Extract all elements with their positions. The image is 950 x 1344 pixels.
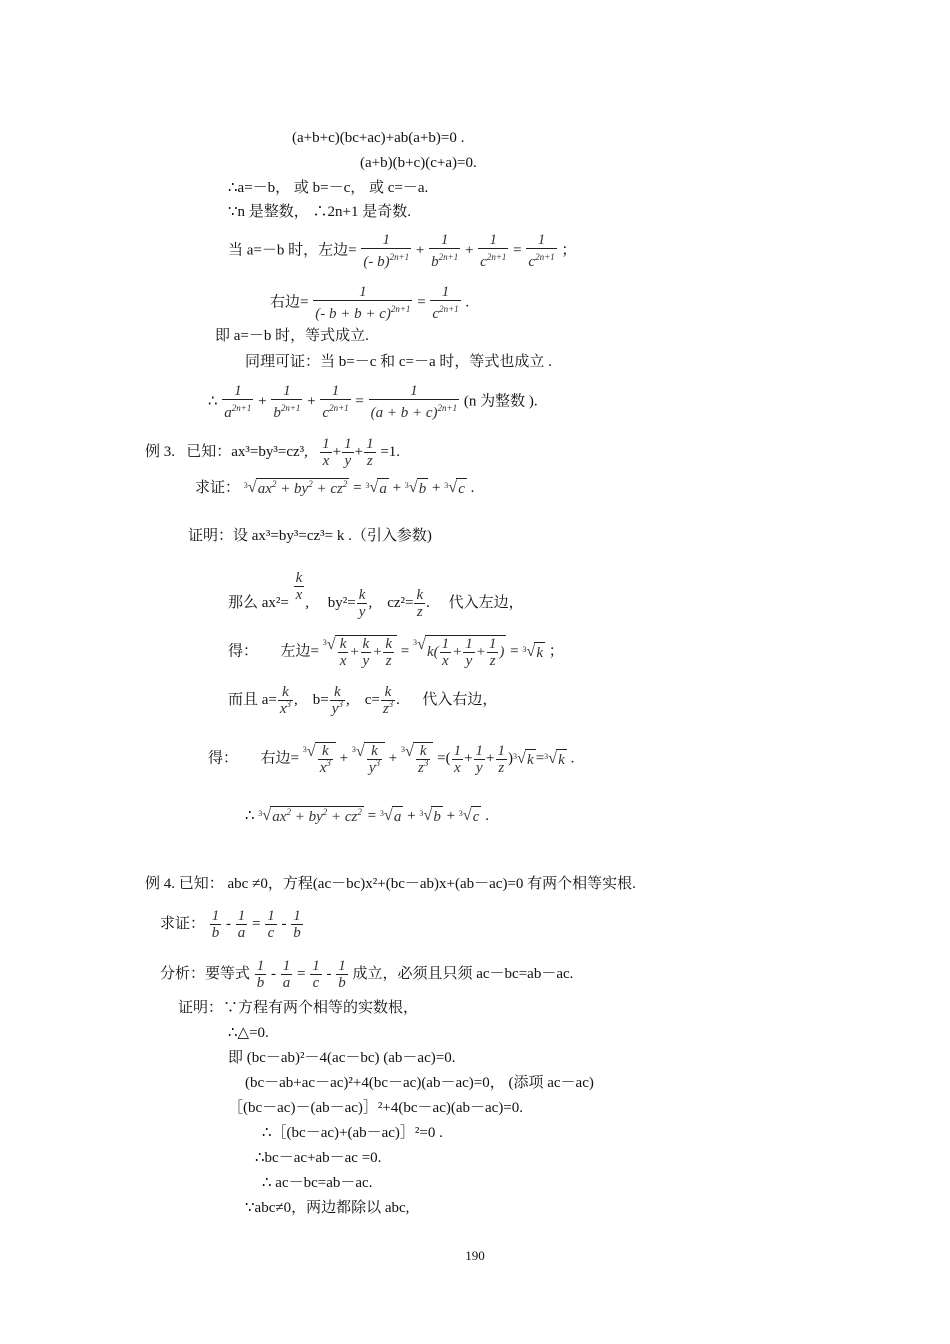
fraction: $\frac{k}{z^3}$ bbox=[382, 684, 394, 717]
proof-step-7: ∴ ac－bc=ab－ac. bbox=[262, 1175, 373, 1191]
example-4-label: 例 4. bbox=[145, 876, 176, 892]
proof-step-5: ∴［(bc－ac)+(ab－ac)］²=0 . bbox=[262, 1125, 443, 1141]
example-3-proof: 证明：设 ax³=by³=cz³= k .（引入参数) bbox=[188, 528, 432, 544]
fraction: $\frac{1}{a}$ bbox=[237, 908, 246, 941]
cube-root: 3 √ $\frac{k}{x}$ + $\frac{k}{y}$ + $\frac{k}{z}$ bbox=[323, 635, 397, 669]
right-label: 右边= bbox=[260, 750, 299, 767]
b-label: b= bbox=[312, 691, 329, 708]
proof-step-1: ∴△=0. bbox=[228, 1025, 269, 1041]
proof-step-3: (bc－ab+ac－ac)²+4(bc－ac)(ab－ac)=0， (添项 ac－ac) bbox=[245, 1075, 594, 1091]
proof-step-6: ∴bc－ac+ab－ac =0. bbox=[255, 1150, 382, 1166]
fraction: $\frac{k}{x^3}$ bbox=[279, 684, 292, 717]
cube-root: 3 √ k( $\frac{1}{x}$ + $\frac{1}{y}$ + $\frac{1}{z}$ ) bbox=[412, 636, 505, 669]
example-3-heading: 例 3. 已知：ax³=by³=cz³, $\frac{1}{x}$ + $\frac{1}{y}$ + $\frac{1}{z}$ =1. bbox=[145, 436, 401, 469]
left-label: 左边= bbox=[280, 643, 319, 660]
then-label: 那么 ax²= bbox=[228, 595, 289, 611]
fraction: $\frac{k}{y}$ bbox=[358, 587, 366, 621]
fraction: $\frac{1}{c^{2n+1}}$ bbox=[528, 232, 555, 270]
therefore-symbol: ∴ bbox=[245, 808, 255, 824]
eq-line-2: (a+b)(b+c)(c+a)=0. bbox=[360, 155, 477, 171]
substitute-left: 代入左边， bbox=[448, 595, 524, 611]
example-3-right-side: 得： 右边= 3 √ $\frac{k}{x^3}$ + 3 √ $\frac{k}{y^3}$ + 3 √ $\frac{k}{z^3}$ =( $\frac{1}{x}$ + $\frac{1}{y}$ + $\frac{1}{z}$ ) 3 √ k = 3 √ k . bbox=[208, 742, 575, 776]
analysis-prefix: 分析：要等式 bbox=[160, 965, 251, 982]
fraction: $\frac{1}{c^{2n+1}}$ bbox=[480, 232, 507, 270]
example-3-then: 那么 ax²= $\frac{k}{x}$ , by²= $\frac{k}{y}$ , cz²= $\frac{k}{z}$ . 代入左边， bbox=[228, 570, 524, 621]
fraction: $\frac{1}{x}$ bbox=[322, 436, 330, 469]
example-3-prove: 求证： 3 √ $ax^2 + by^2 + cz^2$ = 3 √ a + 3 √ b + 3 √ c . bbox=[195, 479, 475, 498]
and-label: 而且 a= bbox=[228, 691, 277, 708]
cube-root: 3 √ $\frac{k}{z^3}$ bbox=[401, 742, 433, 776]
by-label: by²= bbox=[327, 595, 356, 611]
fraction: $\frac{1}{b^{2n+1}}$ bbox=[273, 383, 301, 421]
fraction: $\frac{k}{x}$ bbox=[295, 570, 303, 603]
eq-line-5-suffix: ； bbox=[561, 242, 577, 259]
fraction: $\frac{1}{b}$ bbox=[293, 908, 301, 941]
cz-label: cz²= bbox=[387, 595, 414, 611]
eq-line-6: 右边= $\frac{1}{(- b + b + c)^{2n+1}}$ = $\frac{1}{c^{2n+1}}$ . bbox=[270, 284, 470, 322]
fraction: $\frac{k}{z}$ bbox=[416, 587, 424, 621]
get-label: 得： bbox=[228, 643, 259, 660]
fraction: $\frac{1}{y}$ bbox=[344, 436, 352, 469]
fraction: $\frac{1}{a^{2n+1}}$ bbox=[224, 383, 252, 421]
example-4-heading bbox=[145, 874, 636, 894]
proof-step-4: ［(bc－ac)－(ab－ac)］²+4(bc－ac)(ab－ac)=0. bbox=[228, 1100, 524, 1116]
eq-line-7: 即 a=－b 时，等式成立. bbox=[215, 328, 369, 344]
cube-root: 3 √ k bbox=[544, 749, 565, 768]
fraction: $\frac{k}{y^3}$ bbox=[331, 684, 343, 717]
fraction: $\frac{1}{c}$ bbox=[312, 958, 320, 991]
cube-root: 3 √ a bbox=[365, 479, 387, 498]
fraction: $\frac{1}{(- b)^{2n+1}}$ bbox=[363, 232, 410, 270]
fraction: $\frac{1}{x}$ bbox=[453, 742, 462, 776]
eq-line-9: ∴ $\frac{1}{a^{2n+1}}$ + $\frac{1}{b^{2n+1}}$ + $\frac{1}{c^{2n+1}}$ = $\frac{1}{(a + b + c)^{2n+1}}$ (n 为整数 ). bbox=[208, 383, 538, 421]
fraction: $\frac{1}{b}$ bbox=[256, 958, 265, 991]
example-4-prove: 求证： $\frac{1}{b}$ - $\frac{1}{a}$ = $\frac{1}{c}$ - $\frac{1}{b}$ bbox=[160, 908, 301, 941]
fraction: $\frac{1}{b}$ bbox=[338, 958, 346, 991]
example-3-conclusion: ∴ 3 √ $ax^2 + by^2 + cz^2$ = 3 √ a + 3 √ b + 3 √ c . bbox=[245, 807, 489, 826]
cube-root: 3 √ c bbox=[458, 807, 480, 826]
cube-root: 3 √ $ax^2 + by^2 + cz^2$ bbox=[243, 479, 348, 498]
eq-line-6-suffix: . bbox=[465, 294, 470, 311]
fraction: $\frac{1}{z}$ bbox=[366, 436, 374, 469]
example-4-given: 已知： abc ≠0，方程(ac－bc)x²+(bc－ab)x+(ab－ac)=0 有两个相等实根. bbox=[178, 876, 636, 892]
substitute-right: 代入右边， bbox=[422, 691, 498, 708]
fraction: $\frac{1}{c}$ bbox=[267, 908, 275, 941]
cube-root: 3 √ a bbox=[379, 807, 402, 826]
eq-line-5-prefix: 当 a=－b 时，左边= bbox=[228, 242, 357, 259]
analysis-suffix: 成立，必须且只须 ac－bc=ab－ac. bbox=[352, 965, 574, 982]
fraction: $\frac{1}{y}$ bbox=[475, 742, 484, 776]
example-3-left-side: 得： 左边= 3 √ $\frac{k}{x}$ + $\frac{k}{y}$ + $\frac{k}{z}$ = 3 √ k( $\frac{1}{x}$ + $\frac{1}{y}$ + $\frac{1}{z}$ ) = 3 √ k ； bbox=[228, 636, 564, 669]
example-3-given: 已知：ax³=by³=cz³, bbox=[186, 443, 308, 460]
cube-root: 3 √ k bbox=[513, 749, 534, 768]
eq-line-1: (a+b+c)(bc+ac)+ab(a+b)=0 . bbox=[292, 130, 465, 146]
cube-root: 3 √ k bbox=[522, 642, 544, 661]
cube-root: 3 √ $ax^2 + by^2 + cz^2$ bbox=[258, 807, 362, 826]
eq-line-3: ∴a=－b， 或 b=－c， 或 c=－a. bbox=[228, 180, 429, 196]
eq-line-8: 同理可证：当 b=－c 和 c=－a 时，等式也成立 . bbox=[245, 354, 552, 370]
eq-line-6-prefix: 右边= bbox=[270, 294, 309, 311]
fraction: $\frac{1}{c^{2n+1}}$ bbox=[432, 284, 459, 322]
fraction: $\frac{1}{a}$ bbox=[282, 958, 291, 991]
get-label-2: 得： bbox=[208, 750, 239, 767]
example-3-label: 例 3. bbox=[145, 443, 176, 460]
page-number: 190 bbox=[465, 1248, 485, 1263]
fraction: $\frac{1}{(- b + b + c)^{2n+1}}$ bbox=[315, 284, 411, 322]
fraction: $\frac{1}{c^{2n+1}}$ bbox=[322, 383, 349, 421]
eq-line-5: 当 a=－b 时，左边= $\frac{1}{(- b)^{2n+1}}$ + $\frac{1}{b^{2n+1}}$ + $\frac{1}{c^{2n+1}}$ = $\frac{1}{c^{2n+1}}$ ； bbox=[228, 232, 577, 270]
cube-root: 3 √ b bbox=[404, 479, 427, 498]
proof-step-8: ∵abc≠0，两边都除以 abc, bbox=[245, 1200, 410, 1216]
fraction: $\frac{1}{b^{2n+1}}$ bbox=[431, 232, 459, 270]
therefore-symbol: ∴ bbox=[208, 393, 218, 410]
cube-root: 3 √ c bbox=[444, 479, 465, 498]
cube-root: 3 √ b bbox=[419, 807, 441, 826]
c-label: c= bbox=[364, 691, 380, 708]
eq-line-4: ∵n 是整数， ∴2n+1 是奇数. bbox=[228, 204, 412, 220]
cube-root: 3 √ $\frac{k}{y^3}$ bbox=[352, 742, 385, 776]
prove-label: 求证： bbox=[160, 915, 206, 932]
eq-line-9-suffix: (n 为整数 ). bbox=[463, 393, 538, 410]
fraction: $\frac{1}{z}$ bbox=[497, 742, 506, 776]
example-4-proof: 证明：∵方程有两个相等的实数根， bbox=[178, 1000, 419, 1016]
proof-step-2: 即 (bc－ab)²－4(ac－bc) (ab－ac)=0. bbox=[228, 1050, 456, 1066]
fraction: $\frac{1}{b}$ bbox=[211, 908, 220, 941]
example-4-analysis: 分析：要等式 $\frac{1}{b}$ - $\frac{1}{a}$ = $\frac{1}{c}$ - $\frac{1}{b}$ 成立，必须且只须 ac－bc=ab－ac. bbox=[160, 958, 574, 991]
prove-label: 求证： bbox=[195, 480, 241, 496]
example-3-and: 而且 a= $\frac{k}{x^3}$ , b= $\frac{k}{y^3}$ , c= $\frac{k}{z^3}$ . 代入右边， bbox=[228, 684, 498, 717]
cube-root: 3 √ $\frac{k}{x^3}$ bbox=[303, 742, 336, 776]
fraction: $\frac{1}{(a + b + c)^{2n+1}}$ bbox=[370, 383, 458, 421]
